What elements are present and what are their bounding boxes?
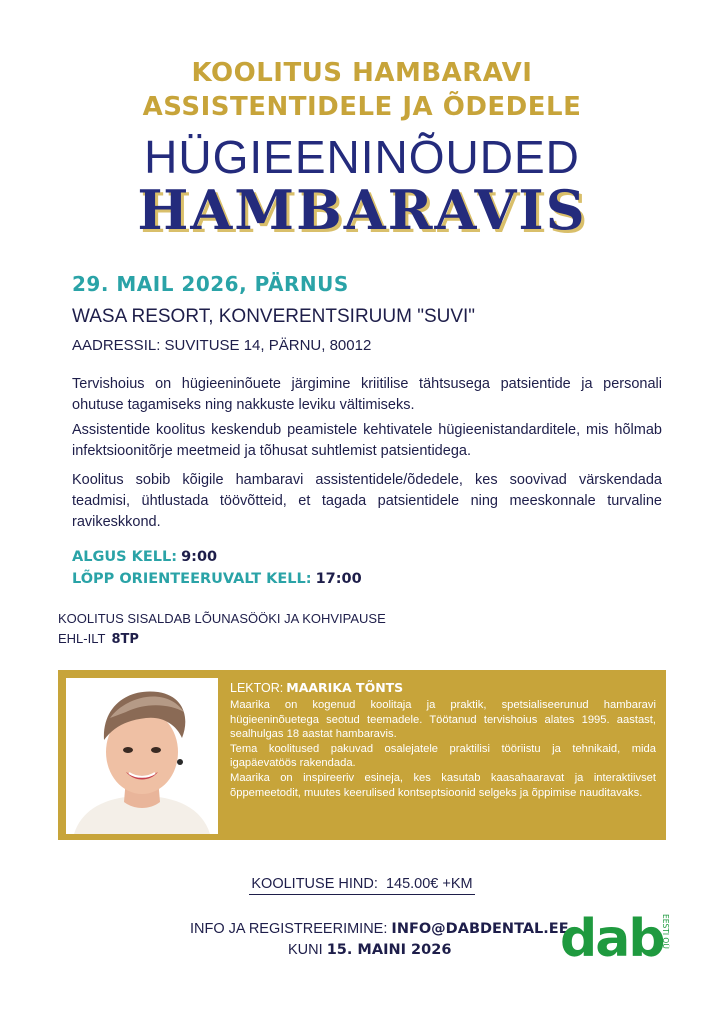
description-paragraph-2: Assistentide koolitus keskendub peamistele kehtivatele hügieenistandarditele, mis hõlmab infektsioonitõrje meetmeid ja tõhusat suhtlemist patsientidega. xyxy=(72,422,662,459)
start-time-value: 9:00 xyxy=(181,549,218,565)
registration-email-link[interactable]: INFO@DABDENTAL.EE xyxy=(391,921,569,937)
registration-label: INFO JA REGISTREERIMINE: xyxy=(190,921,388,937)
price-label: KOOLITUSE HIND: xyxy=(251,876,378,892)
logo-text: dab xyxy=(560,909,664,966)
lecturer-bio-2: Tema koolitused pakuvad osalejatele praktilisi tööriistu ja tehnikaid, mida igapäevatöös rakendada. xyxy=(230,742,656,770)
ehl-label: EHL-ILT xyxy=(58,631,106,646)
ehl-value: 8TP xyxy=(111,632,139,647)
lecturer-name: MAARIKA TÕNTS xyxy=(286,680,404,695)
lecturer-bio-3: Maarika on inspireeriv esineja, kes kasutab kaasahaaravat ja interaktiivset õppemeetodit, muutes keerulised kontseptsioonid selgeks ja õppimise nauditavaks. xyxy=(230,771,656,799)
logo-side-text: EESTI OÜ xyxy=(661,914,670,949)
lecturer-portrait-illustration xyxy=(66,678,218,834)
price-value: 145.00€ +KM xyxy=(385,876,473,892)
lecturer-heading xyxy=(230,680,403,695)
lecturer-bio-1: Maarika on kogenud koolitaja ja praktik, spetsialiseerunud hambaravi hügieeninõuetega seotud teemadele. Töötanud tervishoius alates 1995. aastast, sealhulgas 18 aastat hambaravis. xyxy=(230,699,656,741)
description-paragraph-1: Tervishoius on hügieeninõuete järgimine kriitilise tähtsusega patsientide ja personali ohutuse tagamiseks ning nakkuste leviku vältimiseks. xyxy=(72,376,662,413)
end-time-row xyxy=(72,571,362,587)
price-line xyxy=(0,876,724,892)
registration-line xyxy=(190,921,569,937)
ehl-credits xyxy=(58,631,139,647)
start-time-row xyxy=(72,549,217,565)
subtitle-line-1: KOOLITUS HAMBARAVI xyxy=(191,58,533,88)
lecturer-label: LEKTOR: xyxy=(230,681,284,695)
subtitle-line-2: ASSISTENTIDELE JA ÕDEDELE xyxy=(142,92,582,122)
end-time-label: LÕPP ORIENTEERUVALT KELL: xyxy=(72,571,312,587)
dab-logo xyxy=(560,906,670,966)
lecturer-bio xyxy=(230,698,656,800)
title-line-2: HAMBARAVIS xyxy=(137,178,587,242)
registration-deadline xyxy=(288,942,451,958)
description-paragraph-3: Koolitus sobib kõigile hambaravi assistentidele/õdedele, kes soovivad värskendada teadmisi, ühtlustada töövõtteid, et tagada patsientidele ning meeskonnale turvaline ravikeskkond. xyxy=(72,472,662,530)
end-time-value: 17:00 xyxy=(315,571,362,587)
deadline-value: 15. MAINI 2026 xyxy=(326,942,452,958)
lecturer-photo xyxy=(66,678,218,834)
deadline-label: KUNI xyxy=(288,942,323,958)
title-line-1: HÜGIEENINÕUDED xyxy=(144,131,580,183)
start-time-label: ALGUS KELL: xyxy=(72,549,178,565)
event-address: AADRESSIL: SUVITUSE 14, PÄRNU, 80012 xyxy=(72,337,372,354)
event-venue: WASA RESORT, KONVERENTSIRUUM "SUVI" xyxy=(72,306,476,327)
event-date-place: 29. MAIL 2026, PÄRNUS xyxy=(72,272,349,296)
includes-note: KOOLITUS SISALDAB LÕUNASÖÖKI JA KOHVIPAUSE xyxy=(58,611,386,626)
